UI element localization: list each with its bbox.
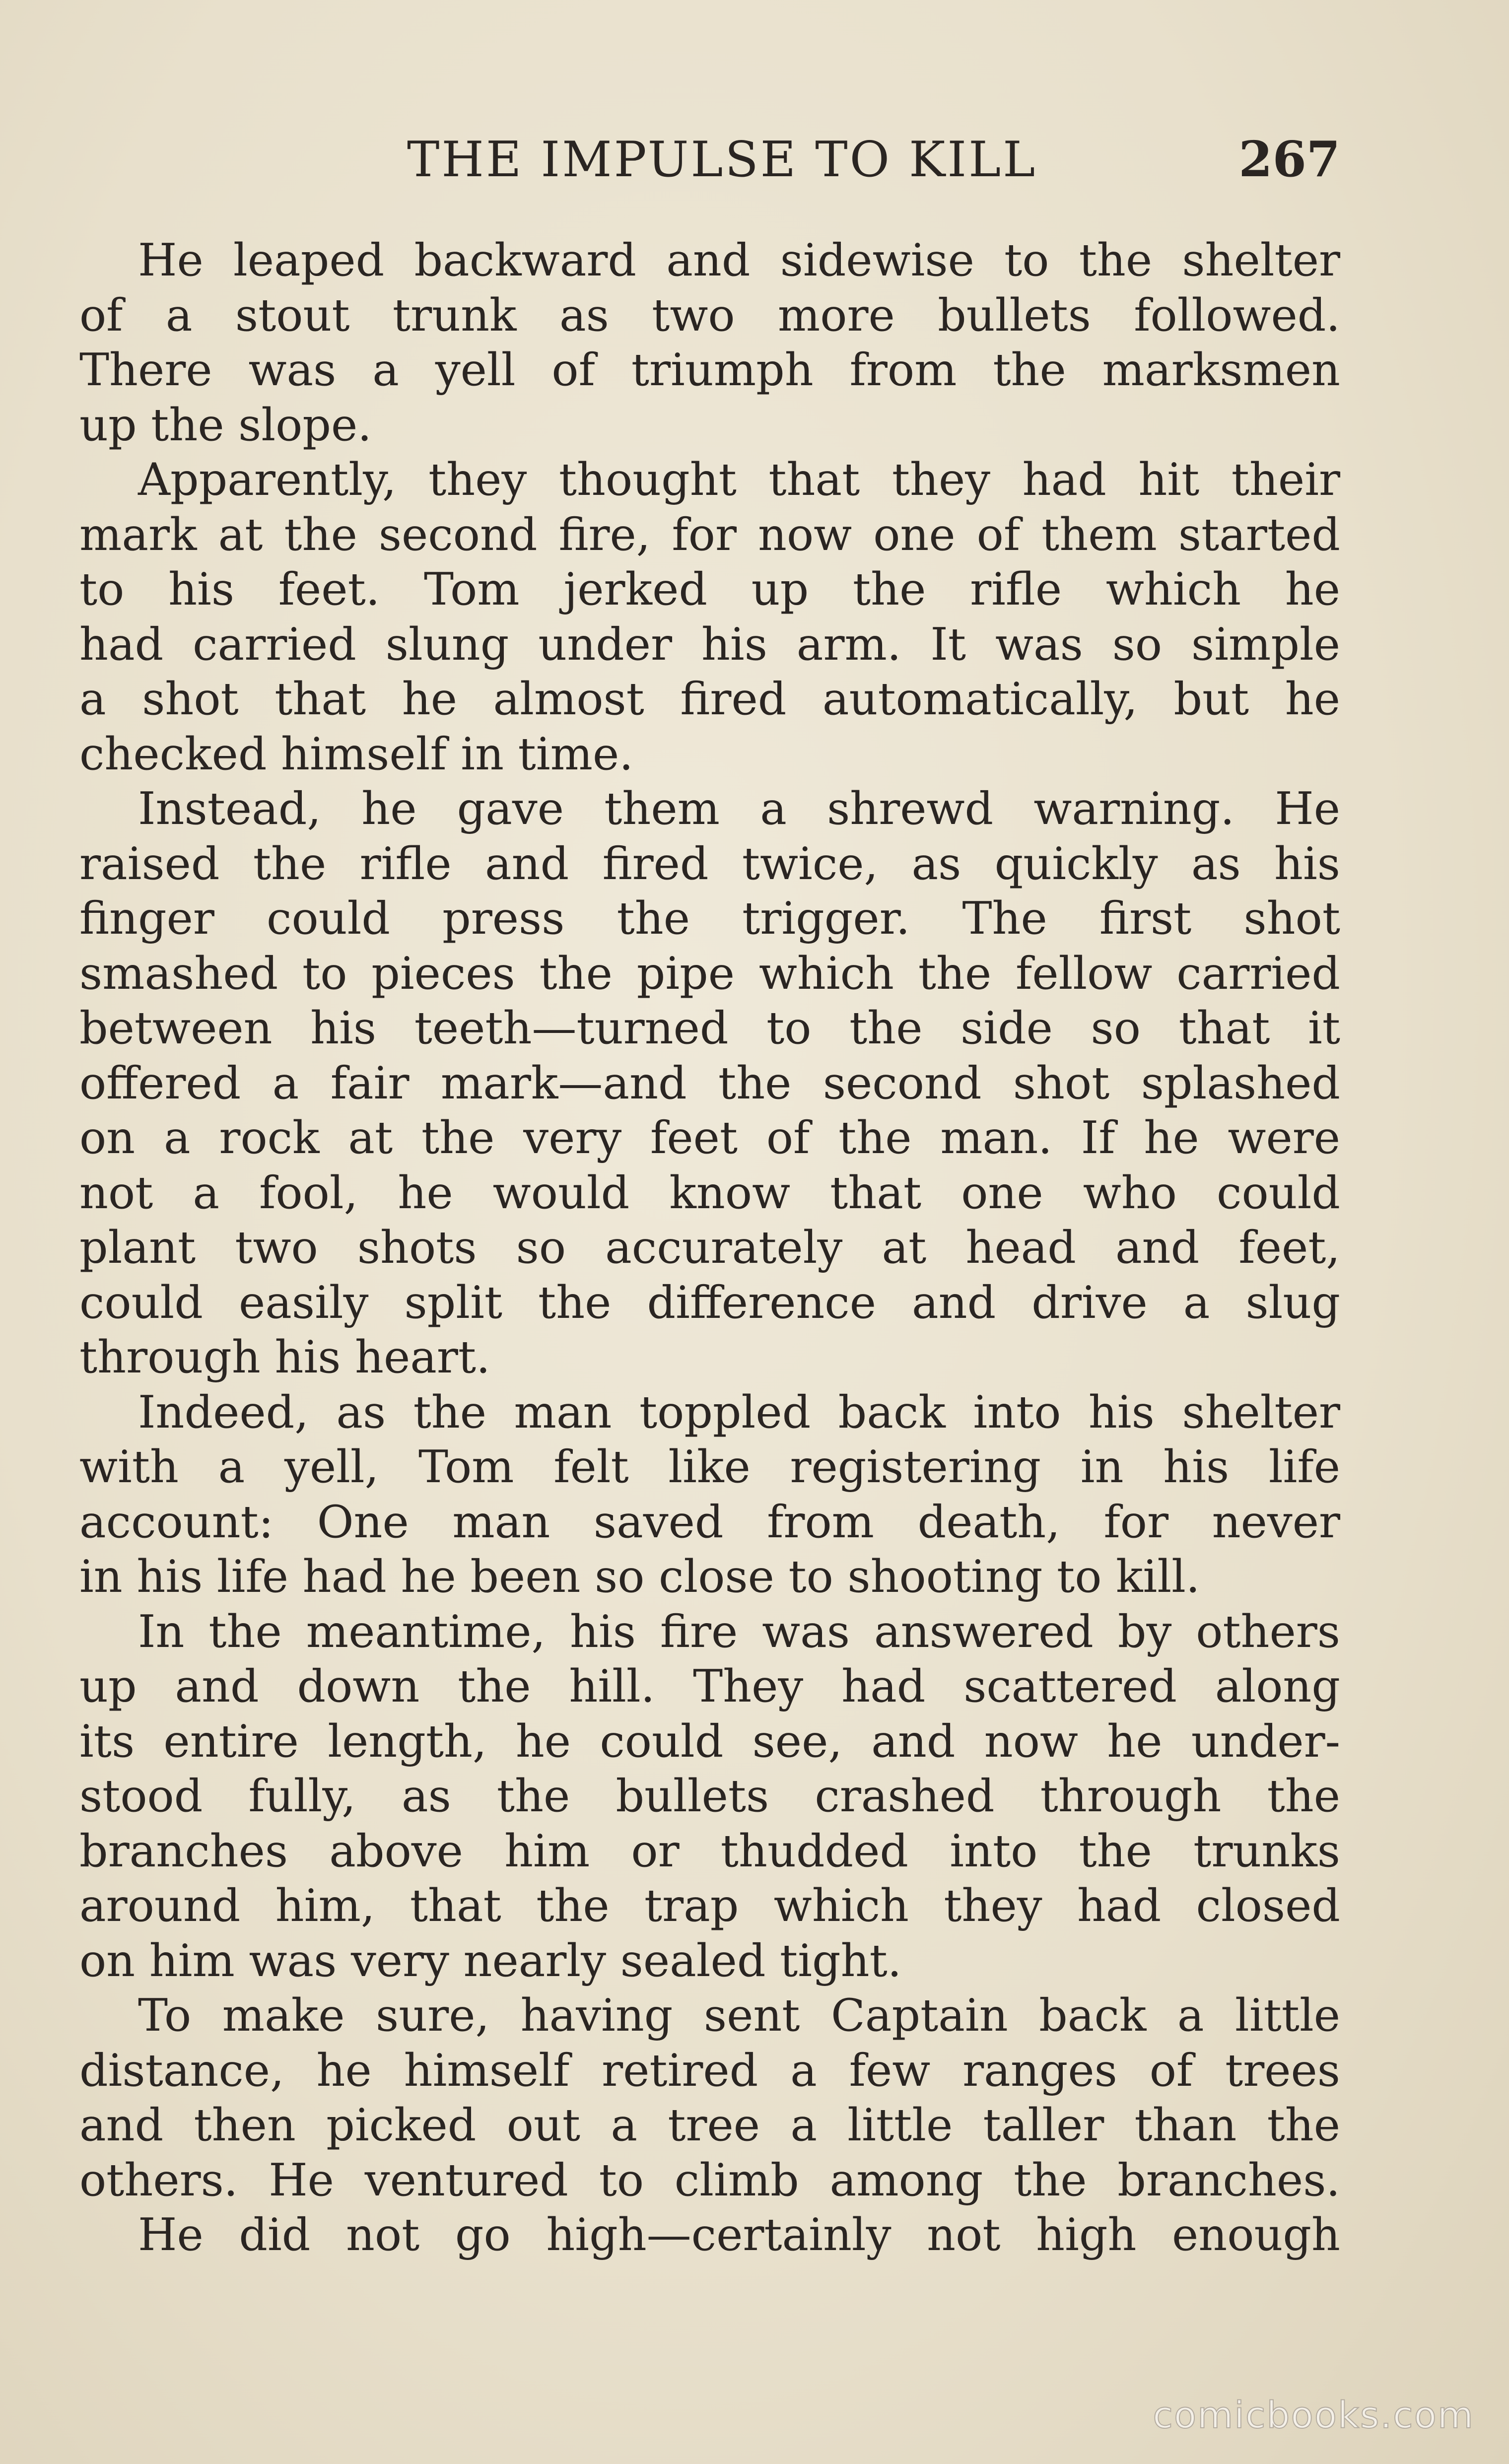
running-title: THE IMPULSE TO KILL	[407, 132, 1037, 188]
text-line: up the slope.	[79, 399, 372, 451]
text-line: to his feet. Tom jerked up the rifle which he	[79, 563, 1340, 616]
text-line: up and down the hill. They had scattered along	[79, 1660, 1340, 1712]
text-line: mark at the second fire, for now one of them started	[79, 508, 1340, 561]
text-line: had carried slung under his arm. It was so simple	[79, 618, 1340, 671]
text-line: of a stout trunk as two more bullets followed.	[79, 289, 1340, 342]
text-line: checked himself in time.	[79, 728, 633, 780]
text-line: branches above him or thudded into the trunks	[79, 1825, 1340, 1877]
watermark: comicbooks.com	[1153, 2394, 1474, 2437]
text-line: its entire length, he could see, and now he under-	[79, 1715, 1340, 1768]
text-line: not a fool, he would know that one who could	[79, 1166, 1340, 1219]
text-line: To make sure, having sent Captain back a little	[138, 1989, 1340, 2042]
text-line: others. He ventured to climb among the branches.	[79, 2154, 1340, 2206]
text-line: In the meantime, his fire was answered by others	[138, 1605, 1340, 1658]
text-line: in his life had he been so close to shooting to kill.	[79, 1551, 1200, 1603]
text-line: Apparently, they thought that they had hit their	[138, 454, 1340, 506]
text-line: He leaped backward and sidewise to the shelter	[138, 234, 1340, 286]
text-line: Indeed, as the man toppled back into his shelter	[138, 1386, 1340, 1438]
text-line: account: One man saved from death, for never	[79, 1496, 1340, 1548]
text-line: with a yell, Tom felt like registering in his life	[79, 1441, 1340, 1493]
text-line: stood fully, as the bullets crashed through the	[79, 1770, 1340, 1822]
text-line: on a rock at the very feet of the man. If he were	[79, 1112, 1340, 1164]
page-number: 267	[1238, 131, 1340, 188]
text-line: raised the rifle and fired twice, as quickly as his	[79, 837, 1340, 890]
text-line: There was a yell of triumph from the marksmen	[79, 344, 1340, 396]
running-head	[79, 130, 1340, 190]
text-line: on him was very nearly sealed tight.	[79, 1934, 902, 1987]
text-line: and then picked out a tree a little taller than the	[79, 2099, 1340, 2151]
text-line: Instead, he gave them a shrewd warning. He	[138, 783, 1340, 835]
text-line: around him, that the trap which they had closed	[79, 1880, 1340, 1932]
text-line: distance, he himself retired a few ranges of trees	[79, 2044, 1340, 2097]
text-line: smashed to pieces the pipe which the fellow carried	[79, 947, 1340, 1000]
text-line: a shot that he almost fired automatically, but he	[79, 673, 1340, 725]
text-line: offered a fair mark—and the second shot splashed	[79, 1057, 1340, 1109]
text-line: plant two shots so accurately at head and feet,	[79, 1222, 1340, 1274]
body-text	[79, 233, 1340, 2263]
text-line: through his heart.	[79, 1331, 490, 1383]
text-line: He did not go high—certainly not high enough	[138, 2209, 1340, 2261]
text-line: could easily split the difference and drive a slug	[79, 1276, 1340, 1329]
text-line: finger could press the trigger. The first shot	[79, 892, 1340, 945]
text-line: between his teeth—turned to the side so that it	[79, 1002, 1340, 1054]
